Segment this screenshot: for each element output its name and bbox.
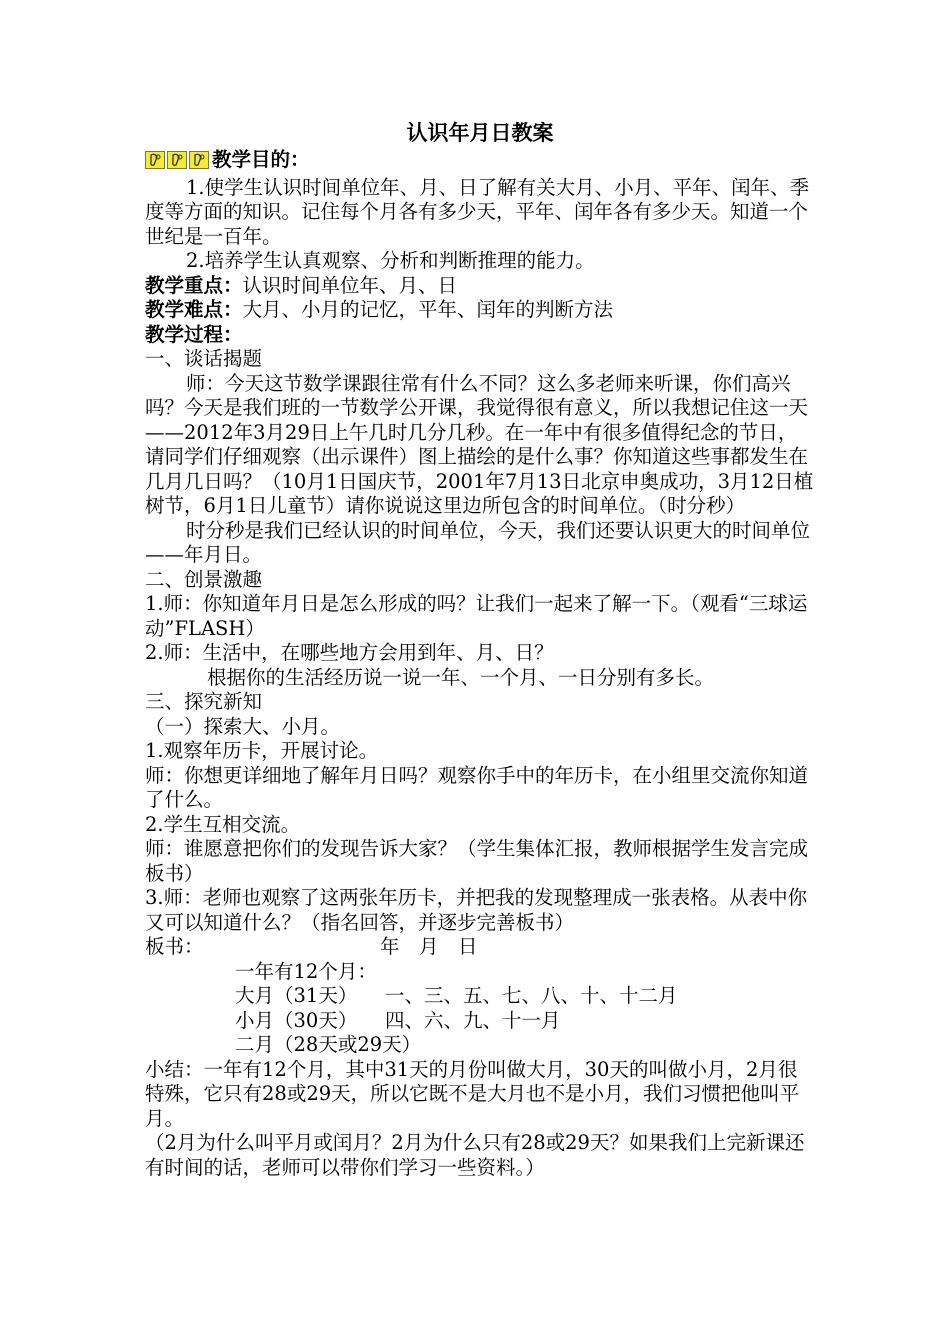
- board-row-name: 二月（28天或29天）: [235, 1033, 422, 1056]
- key-point: [145, 274, 815, 299]
- note: （2月为什么叫平月或闰月？2月为什么只有28或29天？如果我们上完新课还有时间的话，老师可以带你们学习一些资料。）: [145, 1131, 805, 1179]
- board-heading-row: [145, 935, 815, 960]
- goals-heading: [145, 148, 815, 176]
- section-1-para-1: 师：今天这节数学课跟往常有什么不同？这么多老师来听课，你们高兴吗？今天是我们班的一节数学公开课，我觉得很有意义，所以我想记住这一天——2012年3月29日上午几时几分几秒。在一年中有很多值得纪念的节日，请同学们仔细观察（出示课件）图上描绘的是什么事？你知道这些事都发生在几月几日吗？（10月1日国庆节，2001年7月13日北京申奥成功，3月12日植树节，6月1日儿童节）请你说说这里边所包含的时间单位。（时分秒）: [145, 371, 814, 517]
- difficulty-text: 大月、小月的记忆，平年、闰年的判断方法: [242, 298, 614, 321]
- difficulty: [145, 298, 815, 323]
- difficulty-label: 教学难点：: [145, 298, 243, 321]
- scroll-icon: [189, 151, 209, 169]
- board-heading: 年 月 日: [380, 935, 478, 958]
- section-1-para-2: 时分秒是我们已经认识的时间单位，今天，我们还要认识更大的时间单位——年月日。: [145, 518, 811, 566]
- board-row: [145, 984, 815, 1009]
- lesson-plan-page: [145, 118, 815, 1180]
- scroll-icon: [145, 151, 165, 169]
- section-2-para-2: 2.师：生活中，在哪些地方会用到年、月、日？: [145, 641, 554, 664]
- section-2-para-3: 根据你的生活经历说一说一年、一个月、一日分别有多长。: [207, 665, 715, 689]
- section-3-para-1: 1.观察年历卡，开展讨论。: [145, 739, 379, 762]
- scroll-icon: [167, 151, 187, 169]
- board-row: [145, 1033, 815, 1058]
- section-2-title: 二、创景激趣: [145, 567, 263, 591]
- section-3-para-4: 师：谁愿意把你们的发现告诉大家？（学生集体汇报，教师根据学生发言完成板书）: [145, 837, 809, 885]
- section-3-para-3: 2.学生互相交流。: [145, 812, 301, 836]
- board-line: [145, 960, 815, 985]
- board-row-name: 小月（30天）: [235, 1008, 358, 1032]
- section-3-sub-1: （一）探索大、小月。: [145, 714, 341, 738]
- board-row-months: 一、三、五、七、八、十、十二月: [385, 984, 678, 1007]
- goals-label: 教学目的：: [212, 148, 310, 171]
- board-row: [145, 1009, 815, 1034]
- section-3-title: 三、探究新知: [145, 690, 263, 713]
- section-1-title: 一、谈话揭题: [145, 347, 263, 370]
- page-title: 认识年月日教案: [406, 120, 554, 145]
- summary: 小结：一年有12个月，其中31天的月份叫做大月，30天的叫做小月，2月很特殊，它只有28或29天，所以它既不是大月也不是小月，我们习惯把他叫平月。: [145, 1057, 800, 1130]
- board-label: 板书：: [145, 935, 204, 958]
- board-row-months: 四、六、九、十一月: [385, 1008, 561, 1032]
- icon-group: [145, 151, 211, 176]
- goal-2: 2.培养学生认真观察、分析和判断推理的能力。: [186, 249, 595, 272]
- process-heading: 教学过程：: [145, 322, 243, 346]
- key-text: 认识时间单位年、月、日: [242, 273, 458, 297]
- board-row-name: 大月（31天）: [235, 984, 358, 1007]
- goal-1: 1.使学生认识时间单位年、月、日了解有关大月、小月、平年、闰年、季度等方面的知识。记住每个月各有多少天，平年、闰年各有多少天。知道一个世纪是一百年。: [145, 175, 810, 248]
- section-3-para-2: 师：你想更详细地了解年月日吗？观察你手中的年历卡，在小组里交流你知道了什么。: [145, 763, 809, 811]
- section-3-para-5: 3.师：老师也观察了这两张年历卡，并把我的发现整理成一张表格。从表中你又可以知道什么？（指名回答，并逐步完善板书）: [145, 886, 808, 934]
- section-2-para-1: 1.师：你知道年月日是怎么形成的吗？让我们一起来了解一下。（观看“三球运动”FLASH）: [145, 592, 808, 640]
- board-line-0: 一年有12个月：: [235, 959, 377, 983]
- key-label: 教学重点：: [145, 273, 243, 297]
